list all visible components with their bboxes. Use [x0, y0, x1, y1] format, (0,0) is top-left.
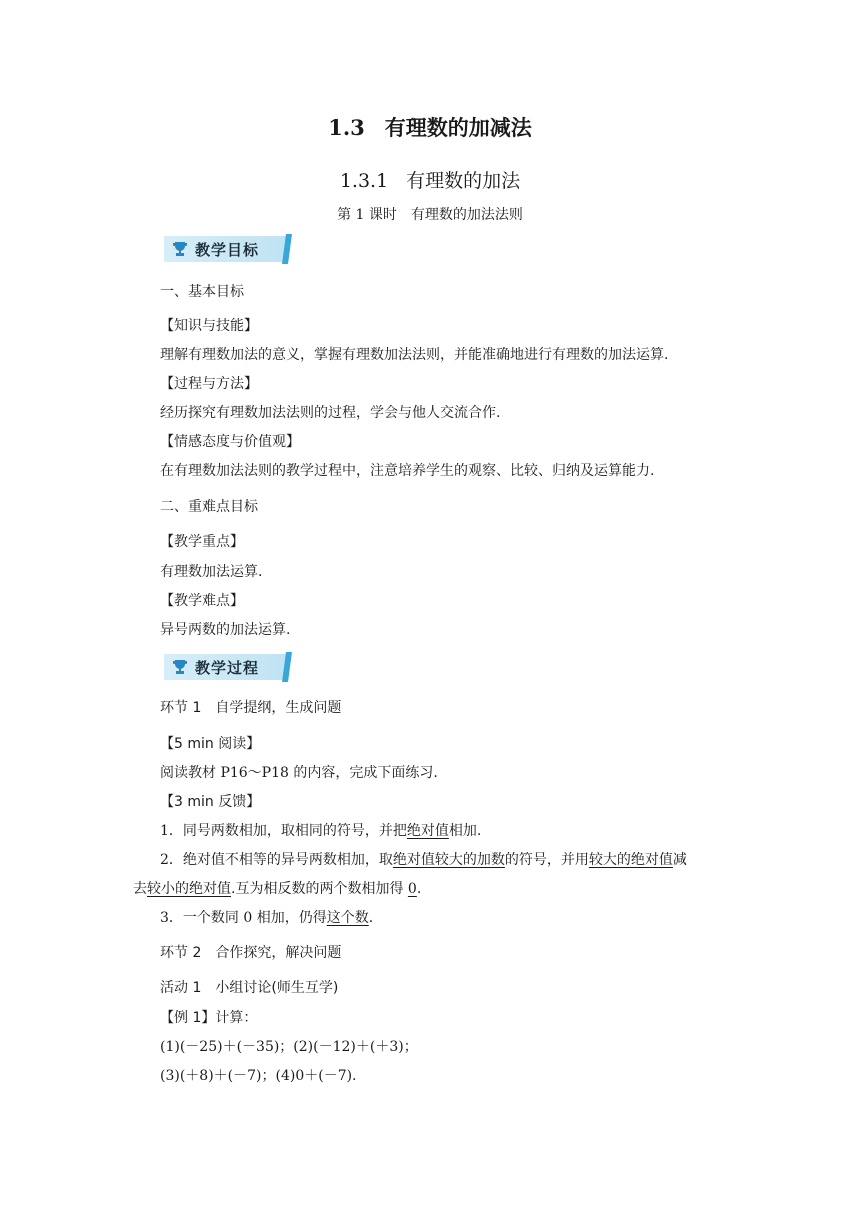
answer-blank: 绝对值	[406, 823, 449, 839]
knowledge-heading: 【知识与技能】	[160, 318, 258, 334]
example1-line-2: (3)(＋8)＋(－7)；(4)0＋(－7).	[160, 1068, 357, 1084]
banner-label: 教学目标	[195, 241, 260, 259]
reading-text: 阅读教材 P16～P18 的内容，完成下面练习.	[160, 765, 438, 781]
knowledge-text: 理解有理数加法的意义，掌握有理数加法法则，并能准确地进行有理数的加法运算.	[160, 347, 669, 363]
lesson-text: 有理数的加法法则	[410, 207, 523, 223]
section-number: 1.3	[328, 115, 365, 140]
difficulty-heading: 【教学难点】	[160, 593, 244, 609]
process-text: 经历探究有理数加法法则的过程，学会与他人交流合作.	[160, 405, 501, 421]
item-text: .	[368, 910, 374, 926]
trophy-icon	[173, 241, 187, 257]
difficulty-text: 异号两数的加法运算.	[160, 622, 291, 638]
item-text: 相加.	[448, 823, 482, 839]
focus-text: 有理数加法运算.	[160, 564, 263, 580]
feedback-heading: 【3 min 反馈】	[160, 794, 261, 810]
answer-blank: 较大的绝对值	[588, 852, 673, 868]
lesson-title	[0, 204, 860, 224]
subsection-text: 有理数的加法	[406, 170, 521, 192]
item-text: 3．一个数同 0 相加，仍得	[160, 910, 327, 926]
banner-teaching-goals	[160, 234, 296, 264]
emotion-heading: 【情感态度与价值观】	[160, 434, 300, 450]
trophy-icon	[173, 659, 187, 675]
feedback-item-2-line-1	[160, 850, 687, 870]
answer-blank: 绝对值较大的加数	[392, 852, 505, 868]
example1-heading: 【例 1】	[160, 1010, 216, 1026]
feedback-item-2-line-2	[133, 879, 421, 899]
reading-heading: 【5 min 阅读】	[160, 736, 261, 752]
item-text: 的符号，并用	[504, 852, 589, 868]
basic-goals-heading: 一、基本目标	[160, 284, 244, 300]
example1-prompt	[160, 1008, 257, 1028]
feedback-item-3	[160, 908, 373, 928]
banner-label: 教学过程	[195, 659, 260, 677]
item-text: 2．绝对值不相等的异号两数相加，取	[160, 852, 393, 868]
item-text: 减	[672, 852, 687, 868]
example1-text: 计算：	[215, 1010, 258, 1026]
step1-heading: 环节 1 自学提纲，生成问题	[160, 700, 342, 716]
answer-blank: 较小的绝对值	[147, 881, 231, 897]
item-text: .	[416, 881, 422, 897]
item-text: 1．同号两数相加，取相同的符号，并把	[160, 823, 407, 839]
focus-heading: 【教学重点】	[160, 534, 244, 550]
subsection-title	[0, 166, 860, 193]
feedback-item-1	[160, 821, 481, 841]
lesson-number: 第 1 课时	[337, 207, 397, 223]
key-goals-heading: 二、重难点目标	[160, 499, 258, 515]
example1-line-1: (1)(－25)＋(－35)；(2)(－12)＋(＋3)；	[160, 1039, 418, 1055]
process-heading: 【过程与方法】	[160, 376, 258, 392]
emotion-text: 在有理数加法法则的教学过程中，注意培养学生的观察、比较、归纳及运算能力.	[160, 463, 655, 479]
activity1-heading: 活动 1 小组讨论(师生互学)	[160, 980, 339, 996]
answer-blank: 0	[407, 881, 417, 897]
item-text: .互为相反数的两个数相加得	[231, 881, 408, 897]
banner-teaching-process	[160, 652, 296, 682]
item-text: 去	[133, 881, 147, 897]
subsection-number: 1.3.1	[339, 170, 389, 192]
section-title: 有理数的加减法	[384, 116, 532, 140]
answer-blank: 这个数	[326, 910, 369, 926]
page-title	[0, 112, 860, 142]
step2-heading: 环节 2 合作探究，解决问题	[160, 945, 342, 961]
